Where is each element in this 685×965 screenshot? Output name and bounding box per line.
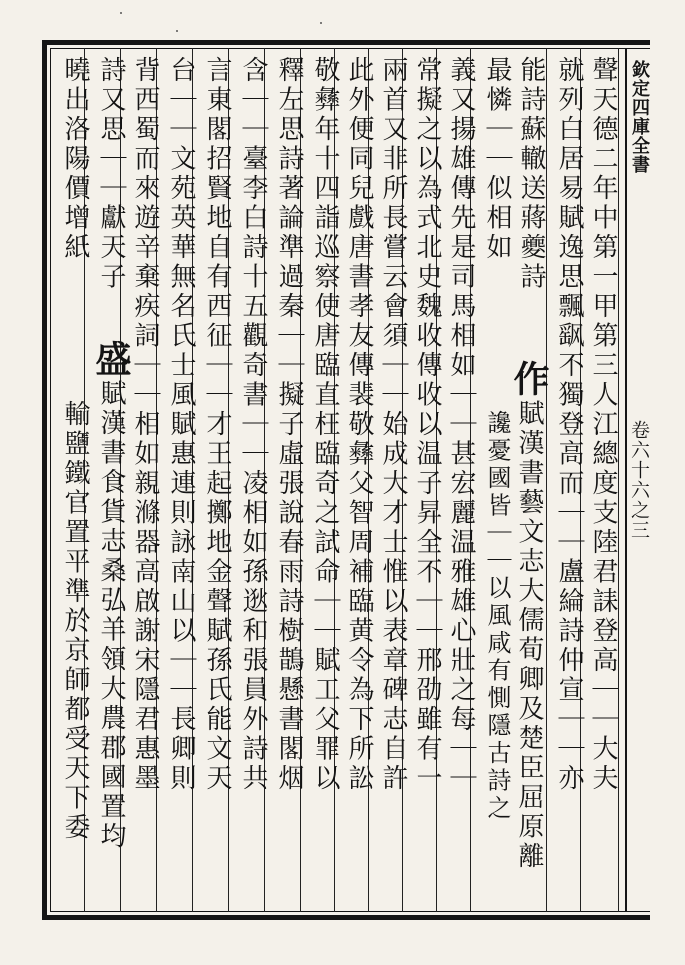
text-column: 敬彝年十四詣巡察使唐臨直枉臨奇之試命｜｜賦工父罪以 — [310, 56, 340, 794]
text-column: 釋左思詩著論準過秦｜｜擬子虛張說春雨詩樹鵲懸書閣烟 — [274, 56, 304, 794]
text-column: 兩首又非所長嘗云會須｜｜始成大才士惟以表章碑志自許 — [378, 56, 408, 794]
text-column: 背西蜀而來遊辛棄疾詞｜｜相如親滌器高啟謝宋隱君惠墨 — [130, 56, 160, 794]
text-column: 台｜｜文苑英華無名氏士風賦惠連則詠南山以｜｜長卿則 — [166, 56, 196, 794]
entry-text: 賦漢書食貨志桑弘羊領大農郡國置均 — [96, 379, 126, 852]
scan-speck — [320, 22, 322, 24]
entry-text: 賦漢書藝文志大儒荀卿及楚臣屈原離 — [514, 399, 544, 872]
text-column: 能詩蘇轍送蔣夔詩 — [516, 56, 546, 292]
text-column: 常擬之以為式北史魏收傳收以温子昇全不｜｜邢劭雖有一 — [412, 56, 442, 794]
text-column: 就列白居易賦逸思飄飖不獨登高而｜｜盧綸詩仲宣｜｜亦 — [554, 56, 584, 794]
text-column: 聲天德二年中第一甲第三人江總度支陸君誄登高｜｜大夫 — [588, 56, 618, 794]
text-column: 最憐｜｜似相如 — [482, 56, 512, 263]
entry-head-char: 作 — [508, 360, 550, 400]
text-column: 義又揚雄傳先是司馬相如｜｜甚宏麗温雅雄心壯之每｜｜ — [446, 56, 476, 794]
scan-speck — [176, 30, 178, 32]
entry-head-char: 盛 — [90, 340, 132, 380]
scan-speck — [120, 12, 122, 14]
text-column — [90, 340, 130, 852]
text-column: 詩又思｜｜獻天子 — [96, 56, 126, 292]
text-column: 讒憂國皆｜｜以風咸有惻隱古詩之 — [483, 410, 511, 823]
text-column: 含｜｜臺李白詩十五觀奇書｜｜凌相如孫逖和張員外詩共 — [238, 56, 268, 794]
text-column: 曉出洛陽價增紙 — [60, 56, 90, 263]
margin-volume: 卷六十六之三 — [628, 420, 650, 540]
text-column: 此外便同兒戲唐書孝友傳裴敬彝父智周補臨黄令為下所訟 — [344, 56, 374, 794]
margin-title: 欽定四庫全書 — [629, 60, 650, 174]
text-column: 言東閣招賢地自有西征｜｜才王起擲地金聲賦孫氏能文天 — [202, 56, 232, 794]
text-column: 輸鹽鐵官置平準於京師都受天下委 — [60, 400, 90, 843]
